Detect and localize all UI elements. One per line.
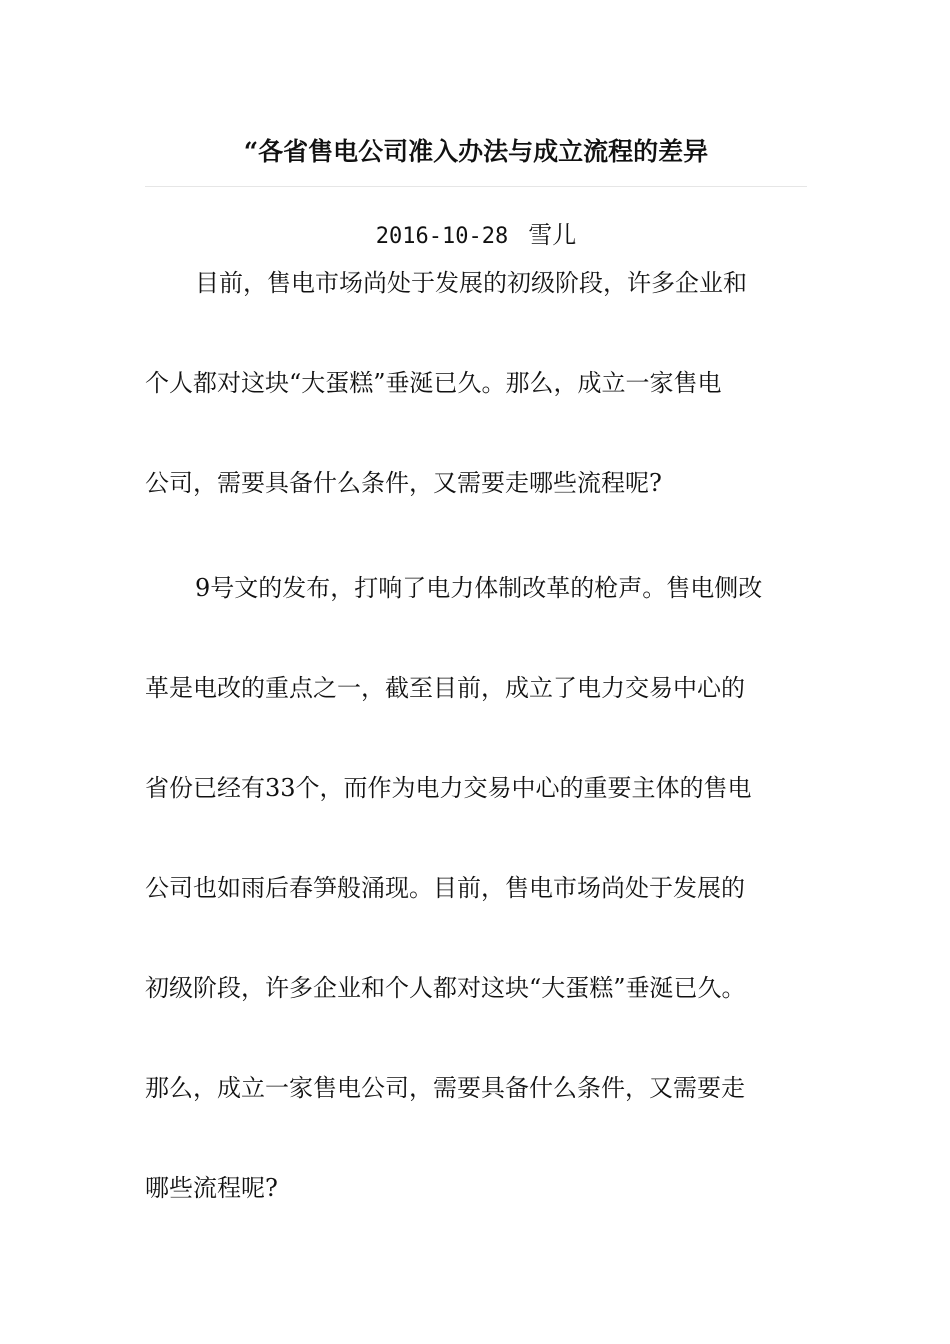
paragraph-line: 公司也如雨后春笋般涌现。目前，售电市场尚处于发展的 [145, 874, 745, 902]
paragraph-line: 省份已经有33个，而作为电力交易中心的重要主体的售电 [145, 774, 752, 802]
paragraph-1 [145, 233, 807, 533]
paragraph-line: 9号文的发布，打响了电力体制改革的枪声。售电侧改 [195, 574, 763, 602]
paragraph-line: 个人都对这块“大蛋糕”垂涎已久。那么，成立一家售电 [145, 369, 722, 397]
paragraph-line: 革是电改的重点之一，截至目前，成立了电力交易中心的 [145, 674, 745, 702]
paragraph-2 [145, 538, 807, 1238]
paragraph-line: 初级阶段，许多企业和个人都对这块“大蛋糕”垂涎已久。 [145, 974, 746, 1002]
author-name: 雪儿 [528, 221, 577, 249]
publish-date: 2016-10-28 [375, 224, 509, 249]
paragraph-line: 公司，需要具备什么条件，又需要走哪些流程呢? [145, 469, 662, 497]
article-title: “各省售电公司准入办法与成立流程的差异 [243, 137, 709, 166]
paragraph-line: 目前，售电市场尚处于发展的初级阶段，许多企业和 [195, 269, 747, 297]
title-divider [145, 186, 807, 187]
paragraph-line: 哪些流程呢? [145, 1174, 278, 1202]
paragraph-line: 那么，成立一家售电公司，需要具备什么条件，又需要走 [145, 1074, 745, 1102]
